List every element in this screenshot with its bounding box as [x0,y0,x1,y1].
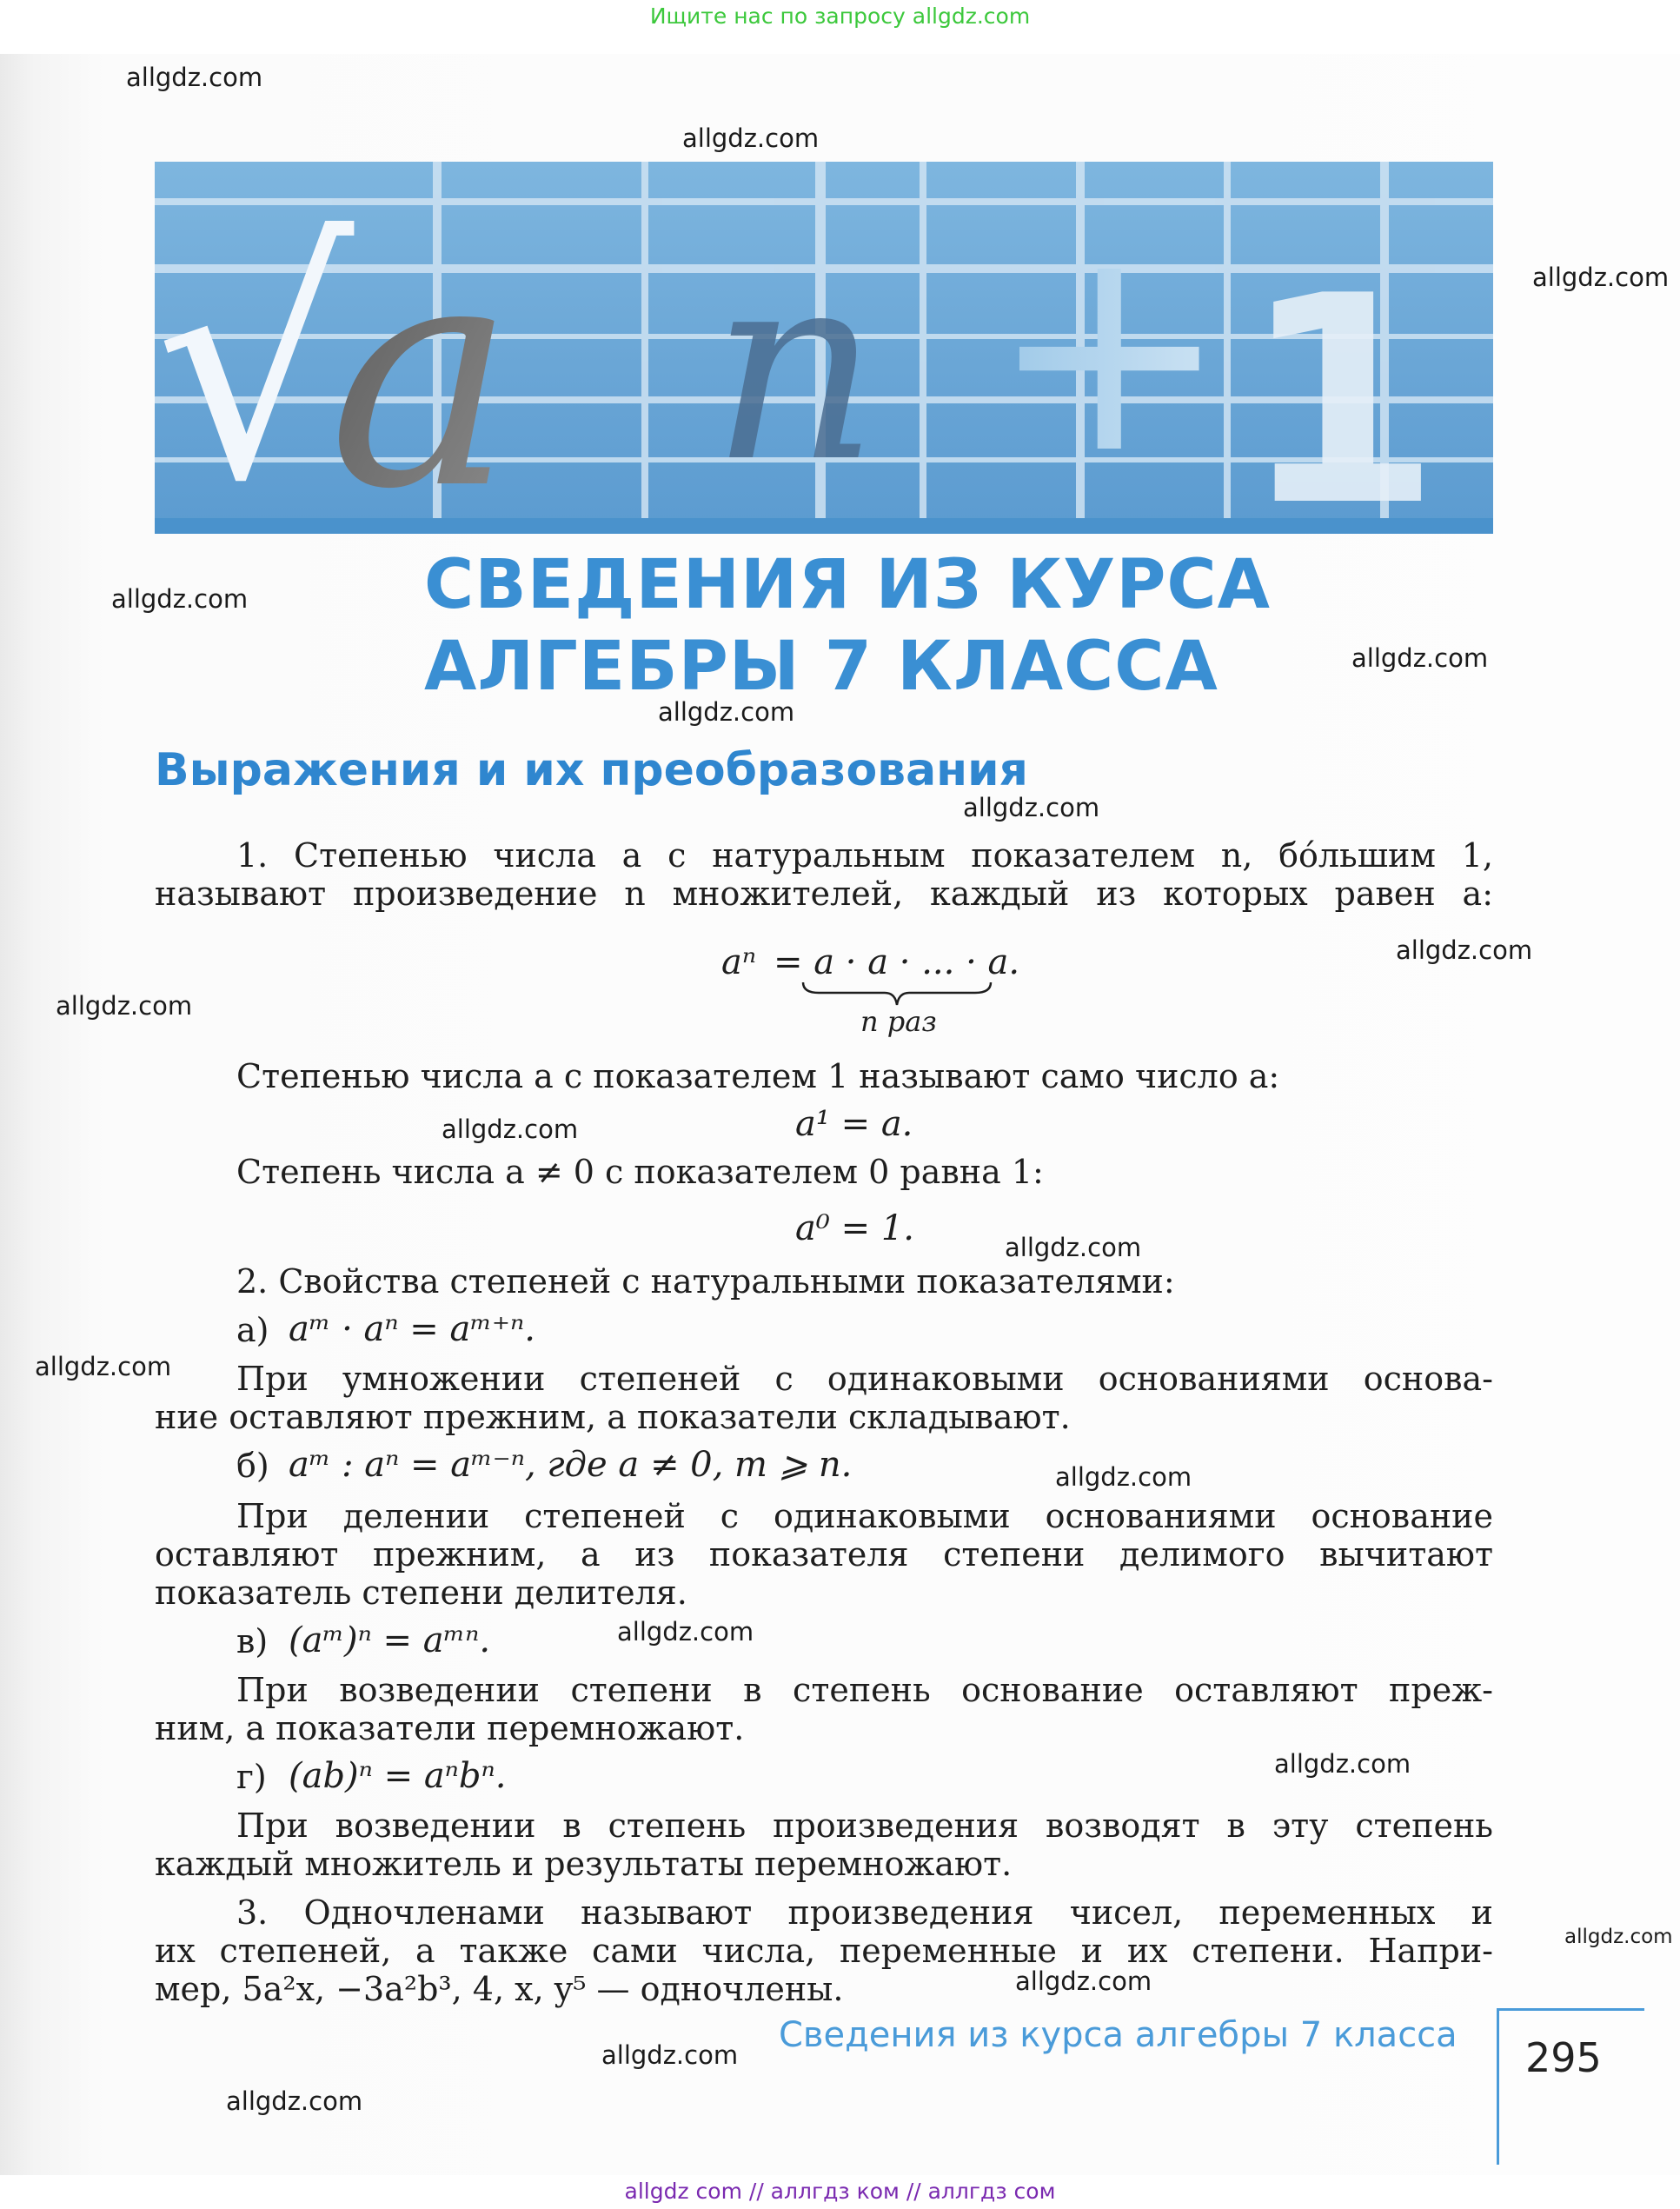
power-definition-rhs: = a · a · ... · a. [774,942,1020,982]
watermark: allgdz.com [1532,263,1670,292]
property-a-text-1: При умножении степеней с одинаковыми основаниями основа- [236,1360,1493,1398]
page-number: 295 [1525,2034,1602,2081]
power-zero-formula: a⁰ = 1. [795,1208,914,1248]
top-banner[interactable]: Ищите нас по запросу allgdz.com [649,3,1031,29]
watermark: allgdz.com [35,1352,172,1381]
watermark: allgdz.com [601,2040,739,2070]
running-footer-title: Сведения из курса алгебры 7 класса [779,2015,1458,2055]
p3-line-1: 3. Одночленами называют произведения чисел, переменных и [236,1893,1493,1932]
watermark: allgdz.com [1005,1233,1142,1262]
watermark: allgdz.com [1015,1966,1152,1996]
page-number-frame-vertical [1497,2008,1499,2165]
watermark: allgdz.com [1351,643,1489,673]
p1-line-3: Степенью числа a с показателем 1 называют само число a: [236,1057,1280,1095]
watermark: allgdz.com [1055,1462,1192,1492]
watermark: allgdz.com [682,123,820,153]
watermark: allgdz.com [963,793,1100,822]
property-b-label: б) [236,1447,269,1485]
property-d-text-1: При возведении в степень произведения возводят в эту степень [236,1806,1493,1845]
watermark: allgdz.com [56,991,193,1021]
watermark: allgdz.com [442,1114,579,1144]
watermark: allgdz.com [111,584,249,614]
p3-line-2: их степеней, а также сами числа, переменные и их степени. Напри- [155,1932,1493,1970]
watermark: allgdz.com [226,2086,363,2116]
property-c-formula: (aᵐ)ⁿ = aᵐⁿ. [289,1620,491,1660]
property-d-formula: (ab)ⁿ = aⁿbⁿ. [289,1756,507,1796]
underbrace [801,981,993,1007]
digit-one-glyph: 1 [1241,235,1441,534]
property-c-label: в) [236,1622,269,1660]
sqrt-symbol: √ [155,184,355,534]
p1-line-1: 1. Степенью числа a с натуральным показателем n, бо́льшим 1, [236,836,1493,875]
p2-line-1: 2. Свойства степеней с натуральными показателями: [236,1262,1175,1301]
property-b-formula: aᵐ : aⁿ = aᵐ⁻ⁿ, где a ≠ 0, m ⩾ n. [289,1445,853,1485]
property-a-text-2: ние оставляют прежним, а показатели складывают. [155,1398,1071,1436]
letter-a-glyph: a [329,193,515,534]
p1-line-2: называют произведение n множителей, каждый из которых равен a: [155,875,1493,913]
watermark: allgdz.com [1396,935,1533,965]
chapter-title-line-1: СВЕДЕНИЯ ИЗ КУРСА [424,546,1272,624]
watermark: allgdz.com [1564,1926,1673,1948]
property-b-text-2: оставляют прежним, а из показателя степени делимого вычитают [155,1535,1493,1574]
hero-graphic [155,162,1493,534]
letter-n-glyph: n [711,216,880,519]
property-c-text-1: При возведении степени в степень основание оставляют преж- [236,1671,1493,1709]
plus-glyph: + [989,183,1230,516]
property-d-label: г) [236,1758,267,1796]
bottom-banner[interactable]: allgdz com // аллгдз ком // аллгдз сом [624,2179,1056,2204]
property-d-text-2: каждый множитель и результаты перемножают. [155,1845,1013,1883]
property-a-formula: aᵐ · aⁿ = aᵐ⁺ⁿ. [289,1309,535,1349]
chapter-title-line-2: АЛГЕБРЫ 7 КЛАССА [424,628,1218,706]
property-c-text-2: ним, а показатели перемножают. [155,1709,745,1747]
hero-banner [155,162,1493,534]
underbrace-label: n раз [860,1005,937,1038]
property-a-label: а) [236,1311,269,1349]
power-one-formula: a¹ = a. [795,1104,913,1144]
watermark: allgdz.com [1274,1749,1411,1779]
power-definition-lhs: aⁿ [721,942,757,982]
property-b-text-3: показатель степени делителя. [155,1574,687,1612]
watermark: allgdz.com [617,1617,754,1647]
property-b-text-1: При делении степеней с одинаковыми основаниями основание [236,1497,1493,1535]
p3-line-3: мер, 5a²x, −3a²b³, 4, x, y⁵ — одночлены. [155,1970,844,2008]
watermark: allgdz.com [126,63,263,92]
watermark: allgdz.com [658,697,795,727]
p1-line-4: Степень числа a ≠ 0 с показателем 0 равна 1: [236,1153,1044,1191]
section-heading: Выражения и их преобразования [155,744,1028,796]
page-number-frame-horizontal [1497,2008,1644,2011]
